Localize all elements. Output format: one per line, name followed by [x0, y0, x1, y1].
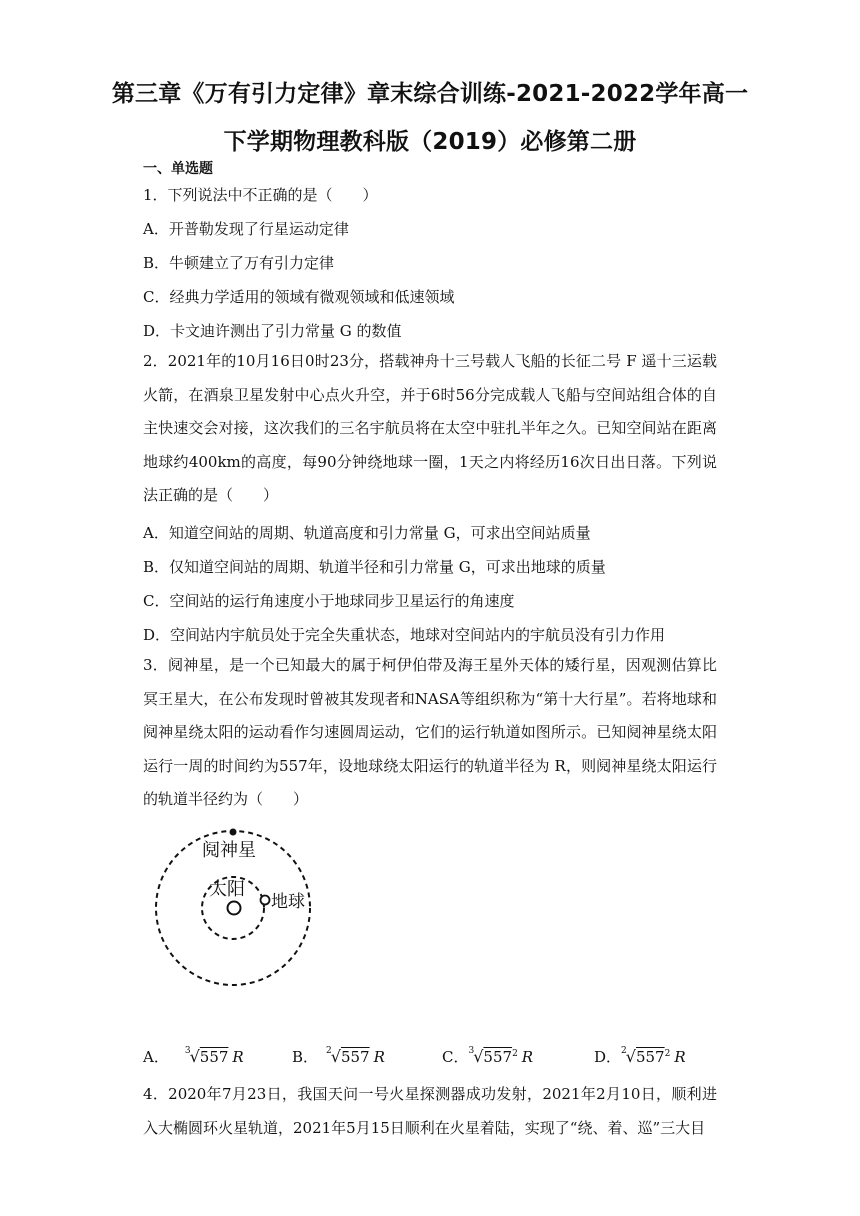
radicand: 557 [483, 1048, 513, 1066]
unit: R [521, 1048, 534, 1066]
orbit-diagram [150, 822, 320, 1012]
q3-stem: 3．阋神星，是一个已知最大的属于柯伊伯带及海王星外天体的矮行星，因观测估算比冥王星大，在公布发现时曾被其发现者和NASA等组织称为“第十大行星”。若将地球和阋神星绕太阳的运动看作匀速圆周运动，它们的运行轨道如图所示。已知阋神星绕太阳运行一周的时间约为557年，设地球绕太阳运行的轨道半径为 R，则阋神星绕太阳运行的轨道半径约为（ ） [143, 656, 717, 808]
root-index: 2 [621, 1046, 627, 1056]
unit: R [232, 1048, 244, 1066]
exponent: 2 [512, 1049, 518, 1059]
exponent: 2 [664, 1049, 671, 1059]
unit: R [674, 1048, 686, 1066]
section-heading: 一、单选题 [143, 161, 213, 177]
document-title-line2: 下学期物理教科版（2019）必修第二册 [223, 129, 637, 155]
eris-dot [230, 829, 237, 836]
q1-stem: 1．下列说法中不正确的是（ ） [143, 186, 378, 204]
q2-stem: 2．2021年的10月16日0时23分，搭载神舟十三号载人飞船的长征二号 F 遥十三运载火箭，在酒泉卫星发射中心点火升空，并于6时56分完成载人飞船与空间站组合体的自主快速交会对接，这次我们的三名宇航员将在太空中驻扎半年之久。已知空间站在距离地球约400km的高度，每90分钟绕地球一圈，1天之内将经历16次日出日落。下列说法正确的是（ ） [143, 352, 717, 504]
q1-option-c: C．经典力学适用的领域有微观领域和低速领域 [143, 288, 455, 306]
q2-option-d: D．空间站内宇航员处于完全失重状态，地球对空间站内的宇航员没有引力作用 [143, 626, 666, 644]
eris-label: 阋神星 [202, 840, 256, 861]
q2-option-b: B．仅知道空间站的周期、轨道半径和引力常量 G，可求出地球的质量 [143, 558, 606, 576]
document-title-line1: 第三章《万有引力定律》章末综合训练-2021-2022学年高一 [111, 81, 749, 107]
q3-choice-b: B． $^2$√557 R [292, 1046, 385, 1066]
earth-label: 地球 [271, 892, 305, 912]
q3-choice-a: A． $^3$√557 R [143, 1046, 244, 1066]
q2-option-a: A．知道空间站的周期、轨道高度和引力常量 G，可求出空间站质量 [143, 524, 591, 542]
choice-letter: D． [594, 1048, 622, 1066]
sun-label: 太阳 [209, 879, 245, 900]
q2-option-c: C．空间站的运行角速度小于地球同步卫星运行的角速度 [143, 592, 515, 610]
radicand: 557 [340, 1048, 370, 1066]
sun-circle [228, 902, 241, 915]
choice-letter: B． [292, 1048, 319, 1066]
radicand: 557 [635, 1048, 665, 1066]
root-index: 3 [468, 1046, 475, 1056]
choice-letter: C． [442, 1048, 469, 1066]
radicand: 557 [199, 1048, 229, 1066]
unit: R [373, 1048, 385, 1066]
q1-option-b: B．牛顿建立了万有引力定律 [143, 254, 335, 272]
q1-option-d: D．卡文迪许测出了引力常量 G 的数值 [143, 322, 402, 340]
earth-circle [261, 896, 270, 905]
q1-option-a: A．开普勒发现了行星运动定律 [143, 220, 349, 238]
root-index: 3 [184, 1046, 191, 1056]
root-index: 2 [326, 1046, 332, 1056]
q3-choice-d: D．$^2√557^2$ R [594, 1046, 686, 1066]
choice-letter: A． [143, 1048, 169, 1066]
q4-stem: 4．2020年7月23日，我国天问一号火星探测器成功发射，2021年2月10日，顺利进入大椭圆环火星轨道，2021年5月15日顺利在火星着陆，实现了“绕、着、巡”三大目 [143, 1085, 717, 1137]
q3-choices [143, 1046, 723, 1068]
q3-choice-c: C．$^3√557^2$ R [442, 1046, 534, 1066]
